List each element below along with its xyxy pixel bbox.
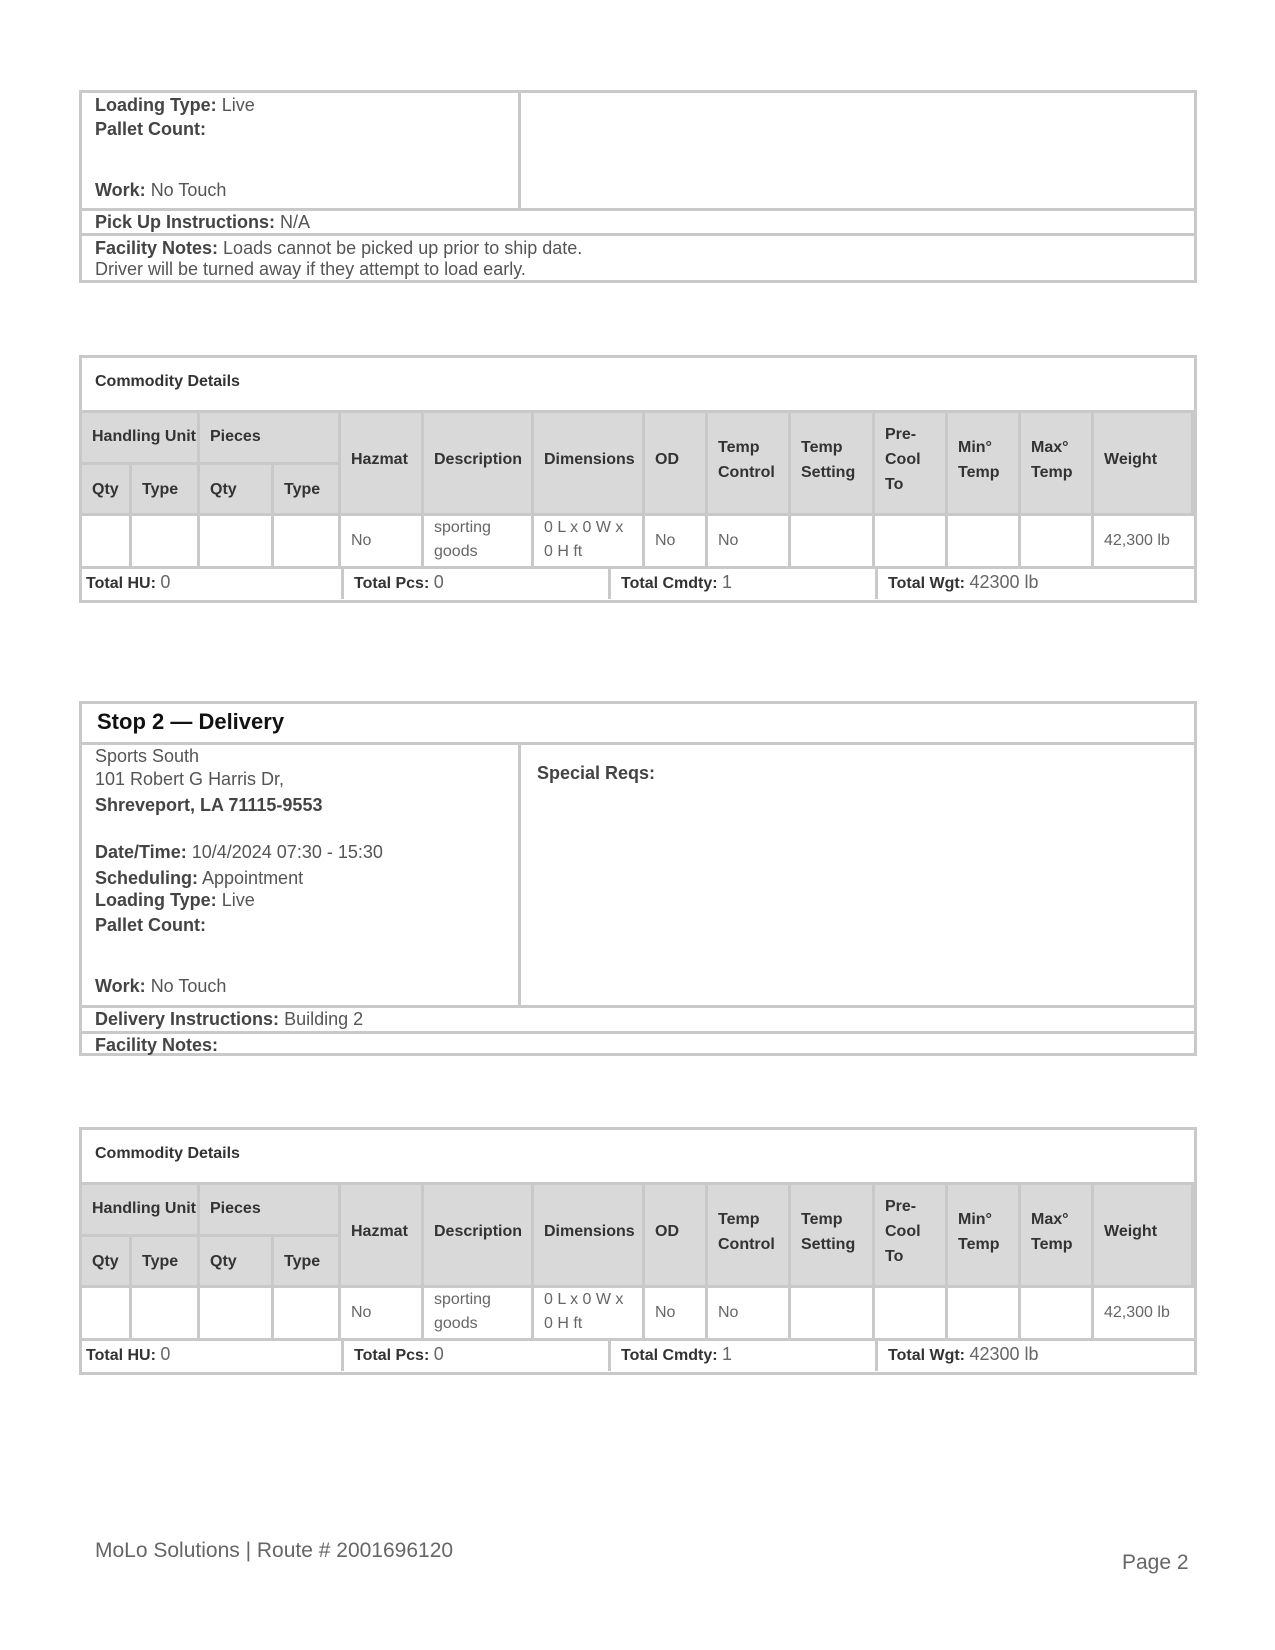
total-hu: Total HU: 0 [82, 569, 344, 599]
delivery-instructions-row: Delivery Instructions: Building 2 [82, 1008, 1194, 1034]
header-od: OD [645, 1185, 708, 1288]
total-wgt: Total Wgt: 42300 lb [888, 572, 1039, 592]
cell-pcs-qty [200, 1288, 274, 1341]
header-temp-control: Temp Control [708, 413, 791, 516]
header-hu-type: Type [132, 465, 200, 516]
header-hazmat: Hazmat [341, 1185, 424, 1288]
commodity-title: Commodity Details [82, 358, 1194, 413]
cell-hazmat: No [341, 1288, 424, 1341]
header-dimensions: Dimensions [534, 413, 645, 516]
cell-pre-cool-to [875, 516, 948, 569]
header-description: Description [424, 413, 534, 516]
stop2-loading-type-line: Loading Type: Live [95, 890, 255, 910]
header-handling-unit: Handling Unit [82, 413, 200, 465]
header-weight: Weight [1094, 1185, 1194, 1288]
stop2-details [79, 701, 1197, 1056]
header-od: OD [645, 413, 708, 516]
cell-dimensions: 0 L x 0 W x 0 H ft [534, 1288, 645, 1341]
header-temp-setting: Temp Setting [791, 413, 875, 516]
commodity-table [79, 1127, 1197, 1375]
stop2-datetime-line: Date/Time: 10/4/2024 07:30 - 15:30 [95, 842, 383, 862]
header-hu-type: Type [132, 1237, 200, 1288]
loading-type-line: Loading Type: Live [95, 95, 255, 115]
totals-row [82, 1341, 1194, 1372]
cell-weight: 42,300 lb [1094, 1288, 1194, 1341]
stop2-scheduling-line: Scheduling: Appointment [95, 868, 304, 888]
commodity-table [79, 355, 1197, 603]
cell-pcs-type [274, 516, 341, 569]
stop2-info-row [82, 745, 1194, 1008]
cell-pre-cool-to [875, 1288, 948, 1341]
total-pcs: Total Pcs: 0 [344, 1341, 611, 1371]
cell-description: sporting goods [424, 516, 534, 569]
header-min-temp: Min° Temp [948, 413, 1021, 516]
header-max-temp: Max° Temp [1021, 413, 1094, 516]
cell-od: No [645, 516, 708, 569]
cell-temp-control: No [708, 516, 791, 569]
cell-description: sporting goods [424, 1288, 534, 1341]
cell-temp-setting [791, 1288, 875, 1341]
header-pre-cool-to: Pre- Cool To [875, 1185, 948, 1288]
header-min-temp: Min° Temp [948, 1185, 1021, 1288]
header-hu-qty: Qty [82, 465, 132, 516]
stop1-info-left [82, 93, 521, 208]
special-reqs-label: Special Reqs: [537, 763, 656, 783]
stop2-info-left [82, 745, 521, 1005]
facility-notes-row: Facility Notes: Loads cannot be picked up prior to ship date. Driver will be turned away if they attempt to load early. [95, 238, 583, 279]
cell-max-temp [1021, 1288, 1094, 1341]
cell-temp-control: No [708, 1288, 791, 1341]
cell-hazmat: No [341, 516, 424, 569]
header-hu-qty: Qty [82, 1237, 132, 1288]
cell-hu-qty [82, 1288, 132, 1341]
cell-od: No [645, 1288, 708, 1341]
header-pcs-qty: Qty [200, 1237, 274, 1288]
cell-hu-type [132, 1288, 200, 1341]
total-hu: Total HU: 0 [82, 1341, 344, 1371]
cell-temp-setting [791, 516, 875, 569]
header-pre-cool-to: Pre- Cool To [875, 413, 948, 516]
cell-hu-type [132, 516, 200, 569]
stop2-company: Sports South [95, 746, 200, 766]
stop2-city: Shreveport, LA 71115-9553 [95, 795, 323, 815]
cell-max-temp [1021, 516, 1094, 569]
total-cmdty: Total Cmdty: 1 [611, 569, 878, 599]
pallet-count-line: Pallet Count: [95, 119, 206, 139]
stop1-details [79, 90, 1197, 283]
total-wgt: Total Wgt: 42300 lb [888, 1344, 1039, 1364]
header-max-temp: Max° Temp [1021, 1185, 1094, 1288]
cell-hu-qty [82, 516, 132, 569]
total-pcs: Total Pcs: 0 [344, 569, 611, 599]
stop2-work-line: Work: No Touch [95, 976, 227, 996]
stop2-header [82, 704, 1194, 745]
header-pcs-type: Type [274, 1237, 341, 1288]
header-pcs-type: Type [274, 465, 341, 516]
header-dimensions: Dimensions [534, 1185, 645, 1288]
cell-min-temp [948, 516, 1021, 569]
cell-dimensions: 0 L x 0 W x 0 H ft [534, 516, 645, 569]
totals-row [82, 569, 1194, 600]
cell-weight: 42,300 lb [1094, 516, 1194, 569]
header-weight: Weight [1094, 413, 1194, 516]
header-pcs-qty: Qty [200, 465, 274, 516]
footer-route: MoLo Solutions | Route # 2001696120 [95, 1539, 454, 1562]
pickup-instructions-row: Pick Up Instructions: N/A [82, 211, 1194, 236]
stop2-title: Stop 2 — Delivery [97, 709, 285, 734]
header-handling-unit: Handling Unit [82, 1185, 200, 1237]
header-temp-setting: Temp Setting [791, 1185, 875, 1288]
stop2-street: 101 Robert G Harris Dr, [95, 769, 285, 789]
footer-page-number: Page 2 [1122, 1551, 1189, 1574]
stop1-info-row [82, 93, 1194, 211]
header-temp-control: Temp Control [708, 1185, 791, 1288]
cell-min-temp [948, 1288, 1021, 1341]
stop2-pallet-count-line: Pallet Count: [95, 915, 206, 935]
stop2-facility-notes-row: Facility Notes: [95, 1035, 219, 1055]
cell-pcs-type [274, 1288, 341, 1341]
work-line: Work: No Touch [95, 180, 227, 200]
total-cmdty: Total Cmdty: 1 [611, 1341, 878, 1371]
facility-notes-line2: Driver will be turned away if they attempt to load early. [95, 259, 526, 279]
cell-pcs-qty [200, 516, 274, 569]
header-pieces: Pieces [200, 413, 341, 465]
header-hazmat: Hazmat [341, 413, 424, 516]
header-description: Description [424, 1185, 534, 1288]
header-pieces: Pieces [200, 1185, 341, 1237]
commodity-title: Commodity Details [82, 1130, 1194, 1185]
